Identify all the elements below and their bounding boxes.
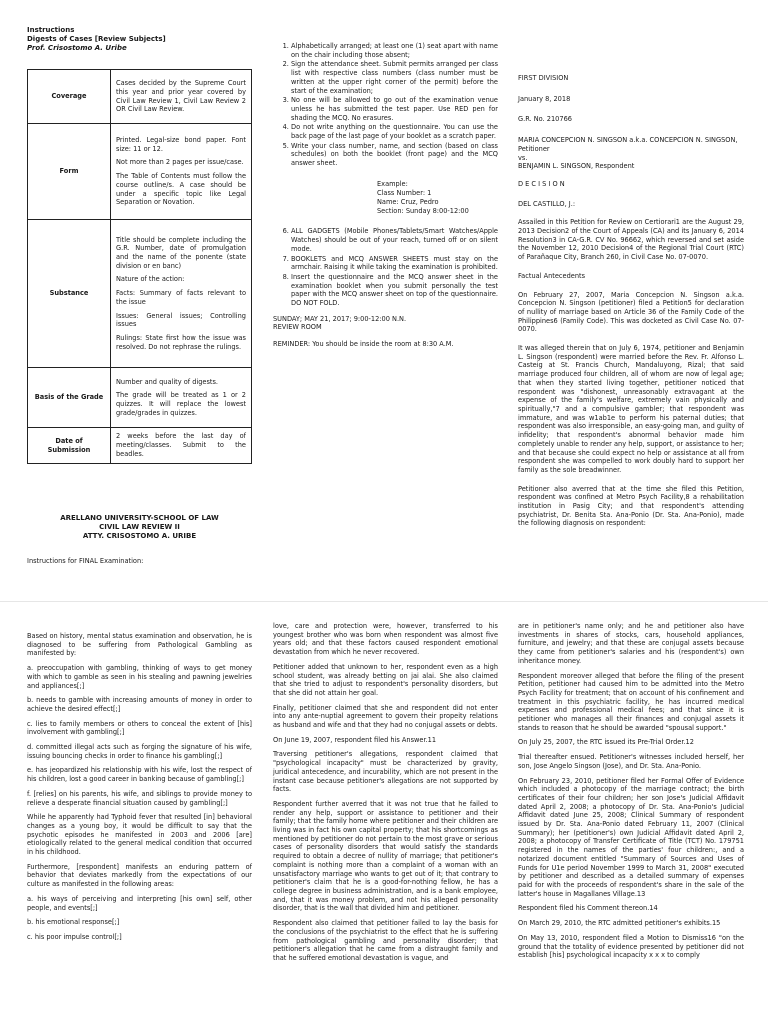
paragraph: are in petitioner's name only; and he and petitioner also have investments in shares of stocks, cars, household appliances, furniture, and jewelry; and that these are conjugal assets because they came from petitioner's salaries and his (respondent's) own inheritance money. xyxy=(518,622,744,665)
example-class-number: Class Number: 1 xyxy=(377,188,432,197)
paragraph: On March 29, 2010, the RTC admitted petitioner's exhibits.15 xyxy=(518,919,721,928)
paragraph: c. lies to family members or others to conceal the extent of [his] involvement with gambling[;] xyxy=(27,719,252,737)
list-item: 5. Write your class number, name, and section (based on class schedules) on both the booklet (front page) and the MCQ answer sheet. xyxy=(291,142,498,168)
example-name: Name: Cruz, Pedro xyxy=(377,197,439,206)
list-item: 2. Sign the attendance sheet. Submit permits arranged per class list with respective class numbers (class number must be written at the upper right corner of the permit) before the start of the examination; xyxy=(291,60,498,95)
example-block xyxy=(377,180,498,216)
rules-table xyxy=(27,69,252,464)
paragraph: Traversing petitioner's allegations, respondent claimed that "psychological incapacity" must be characterized by gravity, juridical antecedence, and incurability, which are not present in the instant case because petitioner's allegations are not supported by facts. xyxy=(273,750,498,794)
table-row xyxy=(28,124,252,220)
reminder: REMINDER: You should be inside the room at 8:30 A.M. xyxy=(273,340,454,349)
row-label: Form xyxy=(28,124,111,220)
paragraph: Respondent filed his Comment thereon.14 xyxy=(518,904,658,913)
case-gr-number: G.R. No. 210766 xyxy=(518,115,572,124)
paragraph: b. needs to gamble with increasing amounts of money in order to achieve the desired effect[;] xyxy=(27,696,252,713)
paragraph: Respondent moreover alleged that before the filing of the present Petition, petitioner had caused him to be admitted into the Metro Psych Facility for treatment; that on account of his confinement and treatment in this psychiatric facility, he has incurred medical expenses and professional medical fees; and that since it is petitioner who manages all their finances and conjugal assets it stands to reason that he should be awarded "spousal support." xyxy=(518,671,744,732)
paragraph: d. committed illegal acts such as forging the signature of his wife, issuing bouncing checks in order to finance his gambling[;] xyxy=(27,743,252,760)
list-item: 6. ALL GADGETS (Mobile Phones/Tablets/Smart Watches/Apple Watches) should be out of your reach, turned off or on silent mode. xyxy=(291,227,498,253)
schedule-date: SUNDAY; MAY 21, 2017; 9:00-12:00 N.N. xyxy=(273,314,407,323)
row-content xyxy=(111,124,252,220)
rules-table-wrapper xyxy=(27,69,252,464)
header-line-2: Digests of Cases [Review Subjects] xyxy=(27,34,166,43)
header-line-1: Instructions xyxy=(27,26,75,34)
paragraph: b. his emotional response[;] xyxy=(27,918,120,927)
section-heading: Factual Antecedents xyxy=(518,271,586,280)
case-petitioner: MARIA CONCEPCION N. SINGSON a.k.a. CONCEPCION N. SINGSON, Petitioner xyxy=(518,136,738,153)
paragraph: Furthermore, [respondent] manifests an enduring pattern of behavior that deviates markedly from the expectations of our culture as manifested in the following areas: xyxy=(27,862,252,889)
row-content xyxy=(111,368,252,428)
ponente: DEL CASTILLO, J.: xyxy=(518,199,576,208)
exam-instructions xyxy=(273,42,498,349)
row-paragraph: Nature of the action: xyxy=(116,275,185,284)
paragraph: a. his ways of perceiving and interpreting [his own] self, other people, and events[;] xyxy=(27,894,252,912)
paragraph: f. [relies] on his parents, his wife, and siblings to provide money to relieve a desperate financial situation caused by gambling[;] xyxy=(27,789,252,807)
list-item: 3. No one will be allowed to go out of the examination venue unless he has submitted the test paper. Use RED pen for shading the MCQ. No erasures. xyxy=(291,96,498,122)
row-paragraph: Not more than 2 pages per issue/case. xyxy=(116,158,244,167)
row-paragraph: 2 weeks before the last day of meeting/classes. Submit to the beadles. xyxy=(116,432,246,458)
row-label: Coverage xyxy=(28,70,111,124)
row-content xyxy=(111,220,252,368)
paragraph: On February 27, 2007, Maria Concepcion N. Singson a.k.a. Concepcion N. Singson (petitioner) filed a Petition5 for declaration of nullity of marriage based on Article 36 of the Family Code of the Philippines6 (Family Code). This was docketed as Civil Case No. 07-0070. xyxy=(518,290,744,334)
decision-title: D E C I S I O N xyxy=(518,179,565,188)
row-content xyxy=(111,70,252,124)
row-paragraph: Cases decided by the Supreme Court this year and prior year covered by Civil Law Review 1, Civil Law Review 2 OR Civil Law Review. xyxy=(116,79,246,114)
paragraph: love, care and protection were, however, transferred to his youngest brother who was born when respondent was almost five years old; and that these factors caused respondent emotional devastation from which he never recovered. xyxy=(273,622,498,657)
row-label: Date of Submission xyxy=(28,428,111,464)
schedule-room: REVIEW ROOM xyxy=(273,323,322,332)
paragraph: It was alleged therein that on July 6, 1974, petitioner and Benjamin L. Singson (respondent) were married before the Rev. Fr. Alfonso L. Casteig at St. Francis Church, Mandaluyong, Rizal; that said marriage produced four children, all of whom are now of legal age; that when they started living together, petitioner noticed that respondent was "dishonest, unreasonably extravagant at the expense of the family's welfare, extremely vain physically and spiritually,"7 and a compulsive gambler; that respondent was immature, and was w1ab1e to perform his paternal duties; that respondent was also irresponsible, an easy-going man, and guilty of infidelity; that respondent's abnormal behavior made him completely unable to render any help, support, or assistance to her; and that because she could expect no help or assistance at all from respondent she was compelled to work doubly hard to support her family as the sole breadwinner. xyxy=(518,344,744,474)
paragraph: a. preoccupation with gambling, thinking of ways to get money with which to gamble as seen in his stealing and pawning jewelries and appliances[;] xyxy=(27,664,252,690)
row-paragraph: Rulings: State first how the issue was resolved. Do not rephrase the rulings. xyxy=(116,333,246,351)
row-paragraph: Title should be complete including the G.R. Number, date of promulgation and the name of the ponente (state division or en banc) xyxy=(116,235,246,270)
paragraph: Based on history, mental status examination and observation, he is diagnosed to be suffering from Pathological Gambling as manifested by: xyxy=(27,632,252,658)
bottom-column-3 xyxy=(518,622,744,966)
case-column xyxy=(518,74,744,534)
paragraph: Respondent also claimed that petitioner failed to lay the basis for the conclusions of the psychiatrist to the effect that he is suffering from pathological gambling and personality disorder; that petitioner's allegation that he came from a distraught family and that he suffered emotional devastation is vague, and xyxy=(273,919,498,962)
row-paragraph: The Table of Contents must follow the course outline/s. A case should be under a specific topic like Legal Separation or Novation. xyxy=(116,172,246,207)
row-paragraph: Number and quality of digests. xyxy=(116,377,219,386)
list-item: 4. Do not write anything on the questionnaire. You can use the back page of the last page of your booklet as a scratch paper. xyxy=(291,123,498,140)
instruction-list-b xyxy=(273,227,498,307)
case-vs: vs. xyxy=(518,153,528,162)
paragraph: Petitioner added that unknown to her, respondent even as a high school student, was already betting on jai alai. She also claimed that she tried to adjust to respondent's personality disorders, but that she did not attain her goal. xyxy=(273,662,498,697)
table-row xyxy=(28,70,252,124)
course-name: CIVIL LAW REVIEW II xyxy=(99,523,180,532)
paragraph: e. has jeopardized his relationship with his wife, lost the respect of his children, lost a good career in banking because of gambling[;] xyxy=(27,766,252,784)
bottom-column-2 xyxy=(273,622,498,969)
example-label: Example: xyxy=(377,179,408,188)
table-row xyxy=(28,220,252,368)
paragraph: Trial thereafter ensued. Petitioner's witnesses included herself, her son, Jose Angelo Singson (Jose), and Dr. Sta. Ana-Ponio. xyxy=(518,753,744,770)
paragraph: On May 13, 2010, respondent filed a Motion to Dismiss16 "on the ground that the totality of evidence presented by petitioner did not establish [his] psychological incapacity x x x to comply xyxy=(518,933,744,960)
school-name: ARELLANO UNIVERSITY-SCHOOL OF LAW xyxy=(60,514,219,522)
final-exam-intro: Instructions for FINAL Examination: xyxy=(27,557,144,565)
professor-name: ATTY. CRISOSTOMO A. URIBE xyxy=(82,532,197,541)
table-row xyxy=(28,368,252,428)
instruction-list-a xyxy=(273,42,498,168)
example-section: Section: Sunday 8:00-12:00 xyxy=(377,206,469,215)
row-paragraph: Issues: General issues; Controlling issues xyxy=(116,311,246,329)
paragraph: c. his poor impulse control[;] xyxy=(27,932,122,941)
row-content xyxy=(111,428,252,464)
case-respondent: BENJAMIN L. SINGSON, Respondent xyxy=(518,162,635,171)
table-row xyxy=(28,428,252,464)
row-paragraph: Facts: Summary of facts relevant to the issue xyxy=(116,289,246,306)
paragraph: Respondent further averred that it was not true that he failed to render any help, support or assistance to petitioner and their family; that the family home where petitioner and their children are living was in fact his own capital property; that his shortcomings as mentioned by petitioner do not pertain to the most grave or serious cases of personality disorders that would satisfy the standards required to obtain a decree of nullity of marriage; that petitioner's complaint is nothing more than a complaint of a woman with an unsatisfactory marriage who wants to get out of it; that contrary to petitioner's claim that he is a good-for-nothing fellow, he has a college degree in business administration, and is a bank employee, and, that it was money problem, and not his alleged personality disorder, that is the wall that divided him and petitioner. xyxy=(273,799,498,913)
paragraph: On February 23, 2010, petitioner filed her Formal Offer of Evidence which included a photocopy of the marriage contract; the birth certificates of their four children; her son Jose's Judicial Affidavit dated April 2, 2008; a photocopy of Dr. Sta. Ana-Ponio's Judicial Affidavit dated June 25, 2008; Clinical Summary of respondent issued by Dr. Sta. Ana-Ponio dated February 11, 2007 (Clinical Summary); her (petitioner's) own Judicial Affidavit dated April 2, 2008; a photocopy of Transfer Certificate of Title (TCT) No. 179751 registered in the names of the parties' four children:, and a notarized document entitled "Summary of Sources and Uses of Funds for U1e period November 1999 to March 31, 2008" executed by petitioner and described as a detailed summary of expenses paid for with the proceeds of respondent's share in the sale of the latter's house in Magallanes Village.13 xyxy=(518,776,744,898)
paragraph: Finally, petitioner claimed that she and respondent did not enter into any ante-nuptial agreement to govern their propeity relations as husband and wife and that they had no conjugal assets or debts. xyxy=(273,703,498,730)
row-paragraph: Printed. Legal-size bond paper. Font size: 11 or 12. xyxy=(116,136,246,153)
case-division: FIRST DIVISION xyxy=(518,74,569,82)
paragraph: Assailed in this Petition for Review on Certiorari1 are the August 29, 2013 Decision2 of the Court of Appeals (CA) and its January 6, 2014 Resolution3 in CA-G.R. CV No. 96662, which reversed and set aside the November 12, 2010 Decision4 of the Regional Trial Court (RTC) of Parañaque City, Branch 260, in Civil Case No. 07-0070. xyxy=(518,218,744,262)
list-item: 8. Insert the questionnaire and the MCQ answer sheet in the examination booklet when you submit personally the test paper with the MCQ answer sheet on top of the questionnaire. DO NOT FOLD. xyxy=(291,273,498,308)
row-paragraph: The grade will be treated as 1 or 2 quizzes. It will replace the lowest grade/grades in quizzes. xyxy=(116,391,246,417)
paragraph: On June 19, 2007, respondent filed his Answer.11 xyxy=(273,735,437,744)
list-item: 1. Alphabetically arranged; at least one (1) seat apart with name on the chair including those absent; xyxy=(291,42,498,59)
page-divider xyxy=(0,601,768,602)
bottom-column-1 xyxy=(27,632,252,948)
case-date: January 8, 2018 xyxy=(518,94,571,103)
paragraph: While he apparently had Typhoid fever that resulted [in] behavioral changes as a young boy, it would be difficult to say that the psychotic episodes he manifested in 2003 and 2006 [are] etiologically related to the general medical condition that occurred in his childhood. xyxy=(27,813,252,857)
row-label: Substance xyxy=(28,220,111,368)
paragraph: Petitioner also averred that at the time she filed this Petition, respondent was confined at Metro Psych Facility,8 a rehabilitation institution in Pasig City; and that respondent's attending psychiatrist, Dr. Benita Sta. Ana-Ponio (Dr. Sta. Ana-Ponio), made the following diagnosis on respondent: xyxy=(518,484,744,528)
row-label: Basis of the Grade xyxy=(28,368,111,428)
list-item: 7. BOOKLETS and MCQ ANSWER SHEETS must stay on the armchair. Raising it while taking the examination is prohibited. xyxy=(291,255,498,272)
paragraph: On July 25, 2007, the RTC issued its Pre-Trial Order.12 xyxy=(518,738,694,747)
school-heading xyxy=(27,514,252,541)
document-header xyxy=(27,26,257,52)
header-line-3: Prof. Crisostomo A. Uribe xyxy=(27,43,127,52)
